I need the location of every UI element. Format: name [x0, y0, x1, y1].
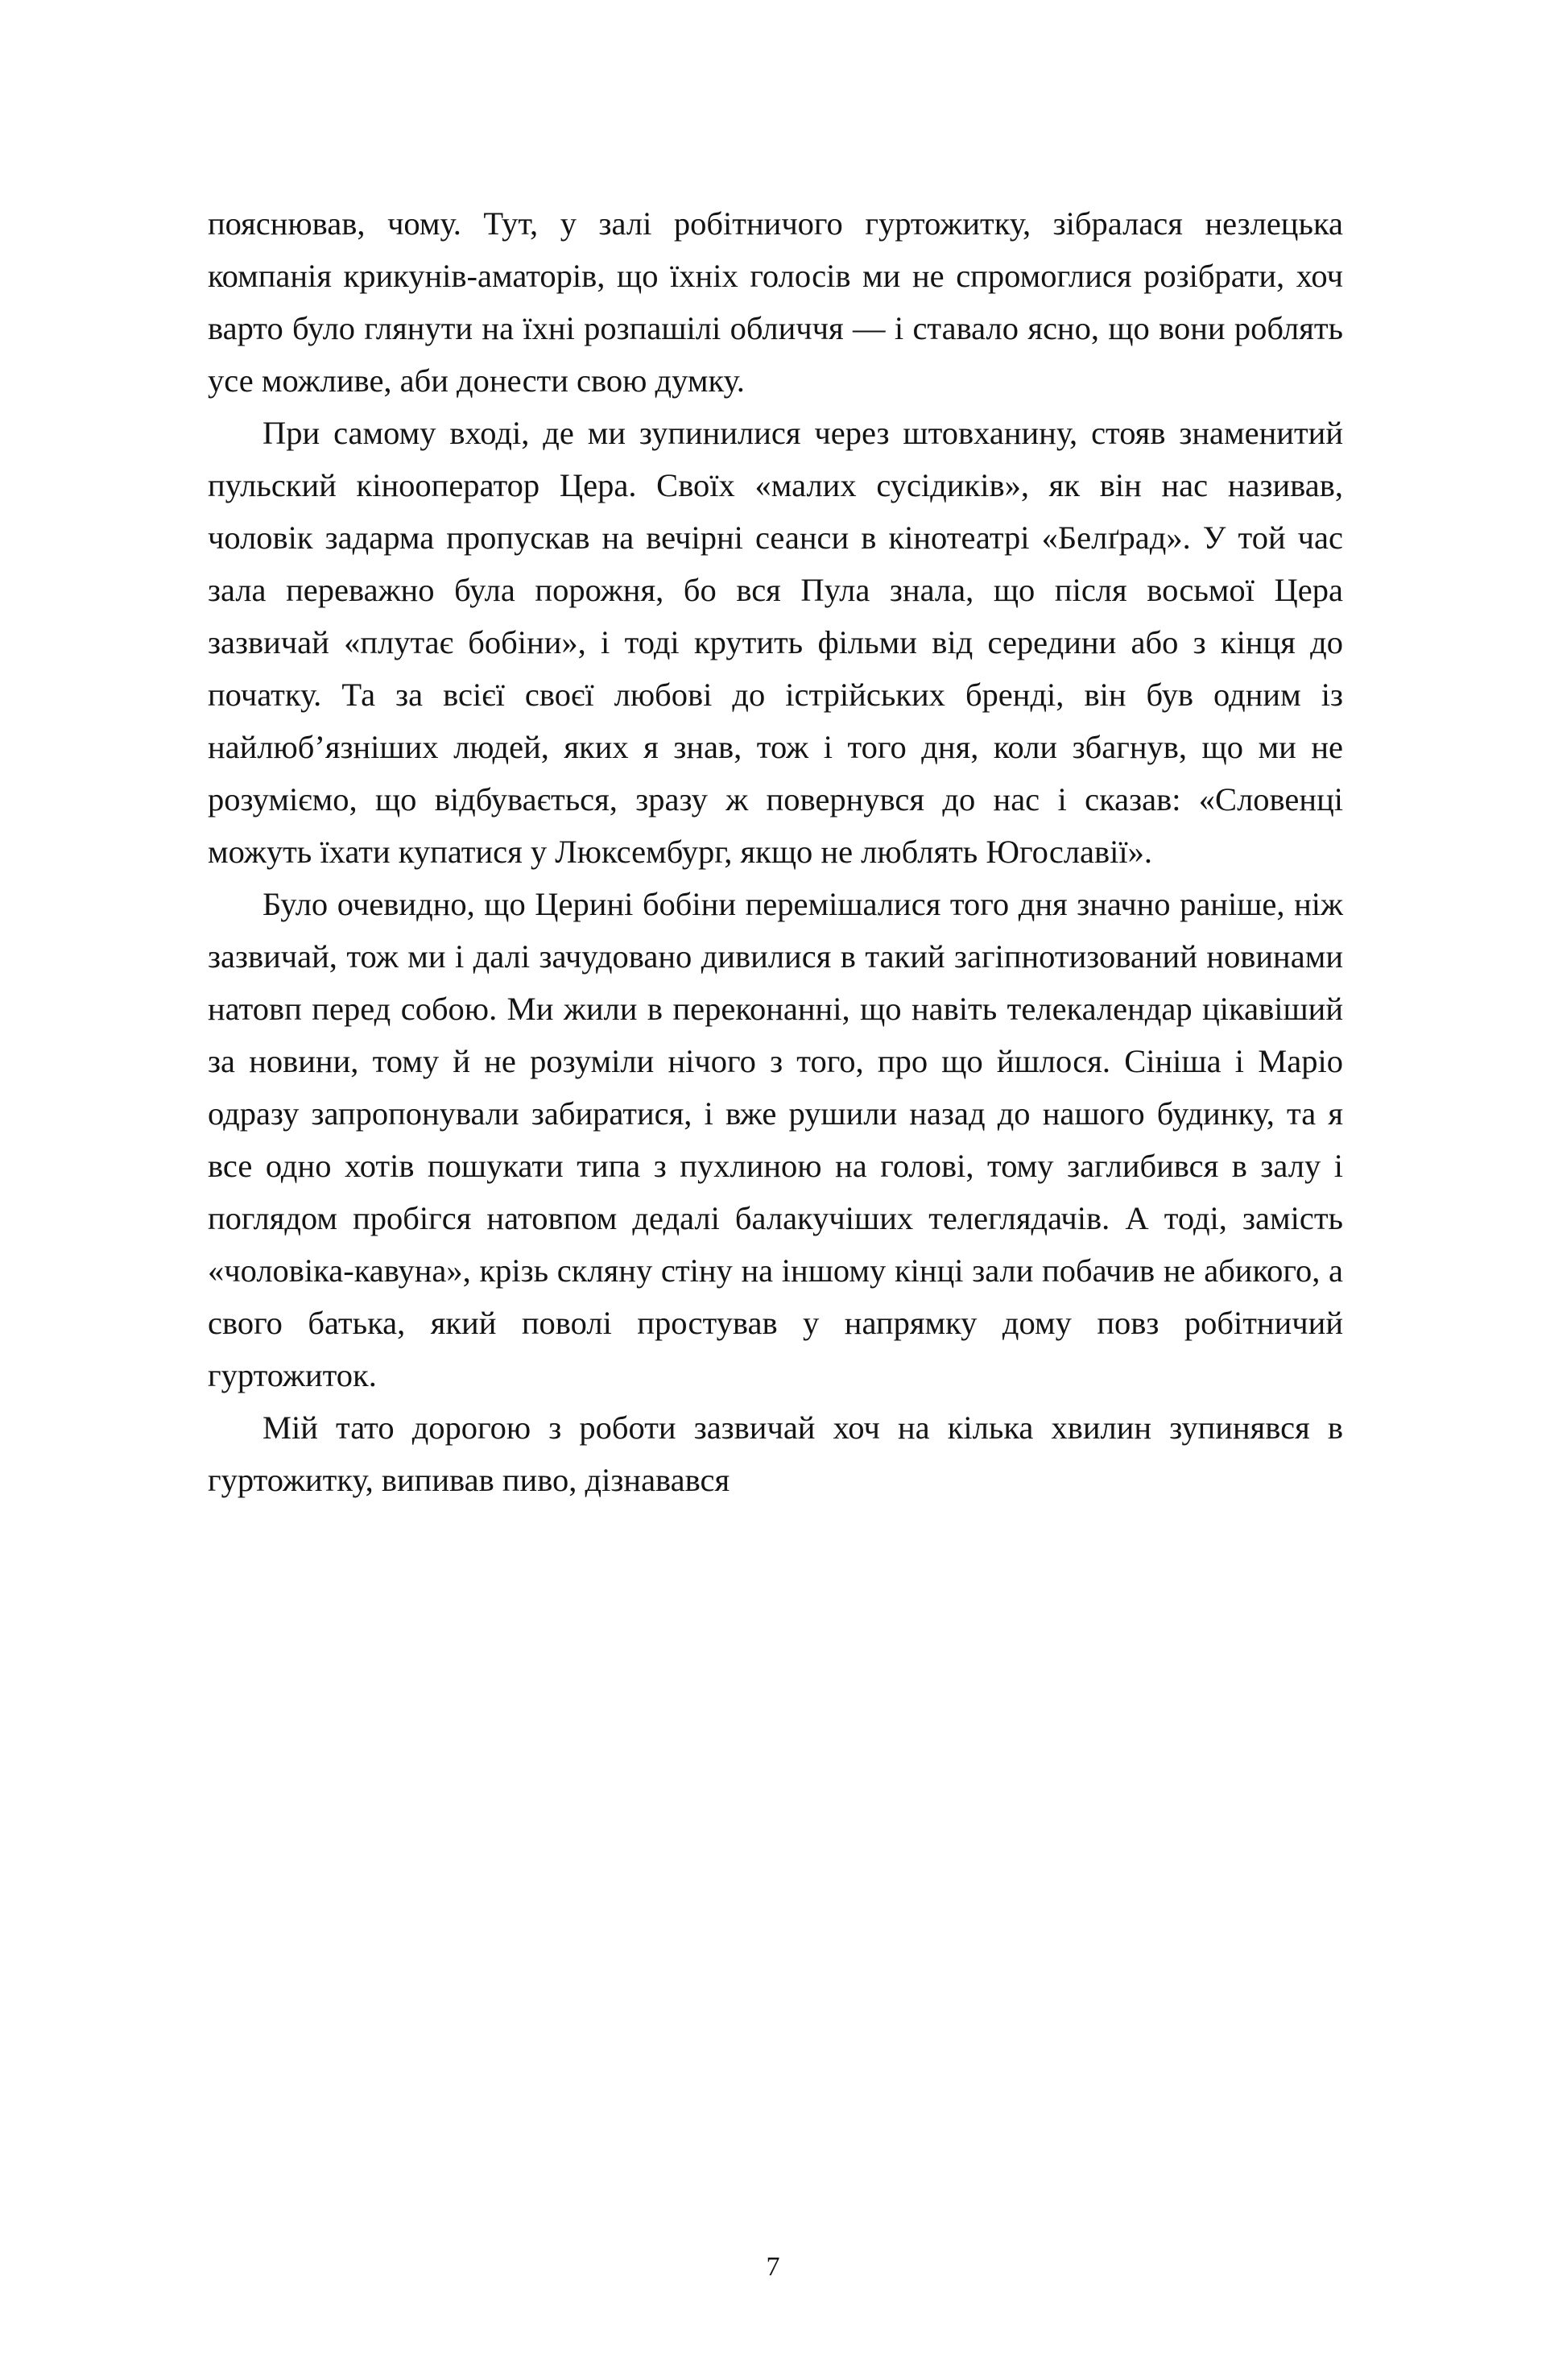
paragraph-4: Мій тато дорогою з роботи зазвичай хоч на кілька хвилин зупинявся в гуртожитку, випивав пиво, дізнавався	[208, 1409, 1343, 1498]
paragraph-3: Було очевидно, що Церині бобіни перемішалися того дня значно раніше, ніж зазвичай, тож ми і далі зачудовано дивилися в такий загіпнотизований новинами натовп перед собою. Ми жили в переконанні, що навіть телекалендар цікавіший за новини, тому й не розуміли нічого з того, про що йшлося. Сініша і Маріо одразу запропонували забиратися, і вже рушили назад до нашого будинку, та я все одно хотів пошукати типа з пухлиною на голові, тому заглибився в залу і поглядом пробігся натовпом дедалі балакучіших телеглядачів. А тоді, замість «чоловіка-кавуна», крізь скляну стіну на іншому кінці зали побачив не абикого, а свого батька, який поволі простував у напрямку дому повз робітничий гуртожиток.	[208, 886, 1343, 1393]
paragraph-1: пояснював, чому. Тут, у залі робітничого гуртожитку, зібралася незлецька компанія крикунів-аматорів, що їхніх голосів ми не спромоглися розібрати, хоч варто було глянути на їхні розпашілі обличчя — і ставало ясно, що вони роблять усе можливе, аби донести свою думку.	[208, 205, 1343, 399]
paragraph-2: При самому вході, де ми зупинилися через штовханину, стояв знаменитий пульский кінооператор Цера. Своїх «малих сусідиків», як він нас називав, чоловік задарма пропускав на вечірні сеанси в кінотеатрі «Белґрад». У той час зала переважно була порожня, бо вся Пула знала, що після восьмої Цера зазвичай «плутає бобіни», і тоді крутить фільми від середини або з кінця до початку. Та за всієї своєї любові до істрійських бренді, він був одним із найлюб’язніших людей, яких я знав, тож і того дня, коли збагнув, що ми не розуміємо, що відбувається, зразу ж повернувся до нас і сказав: «Словенці можуть їхати купатися у Люксембург, якщо не люблять Югославії».	[208, 415, 1343, 870]
page-number: 7	[766, 2252, 780, 2282]
body-text	[208, 197, 1343, 1506]
